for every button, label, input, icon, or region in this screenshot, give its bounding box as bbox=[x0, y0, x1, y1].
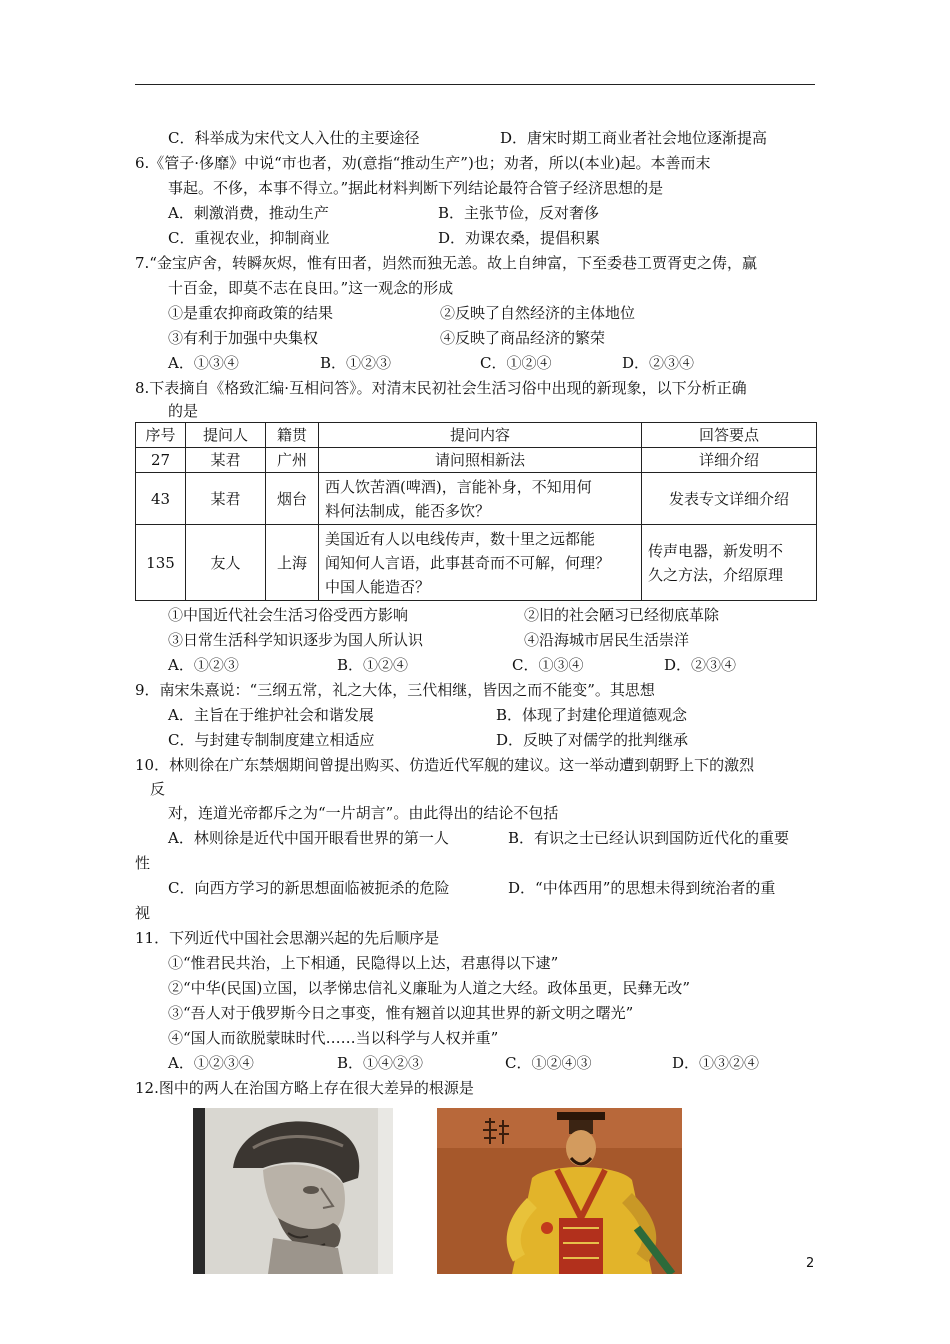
table-cell-question bbox=[319, 448, 642, 473]
table-cell-answer bbox=[642, 525, 817, 601]
table-header-cell: 回答要点 bbox=[642, 423, 817, 448]
q11-stem: 11．下列近代中国社会思潮兴起的先后顺序是 bbox=[135, 929, 440, 947]
table-header-cell: 提问内容 bbox=[319, 423, 642, 448]
q10-option-b: B．有识之士已经认识到国防近代化的重要 bbox=[508, 829, 790, 847]
q11-statement-2: ②“中华(民国)立国，以孝悌忠信礼义廉耻为人道之大经。政体虽更，民彝无改” bbox=[168, 979, 691, 997]
table-cell-who: 友人 bbox=[186, 525, 266, 601]
cell-line: 久之方法，介绍原理 bbox=[648, 565, 784, 584]
cell-line: 请问照相新法 bbox=[434, 451, 525, 469]
q7-statement-2: ②反映了自然经济的主体地位 bbox=[440, 304, 636, 322]
table-row bbox=[136, 525, 817, 601]
table-cell-answer bbox=[642, 448, 817, 473]
q7-statement-4: ④反映了商品经济的繁荣 bbox=[440, 329, 606, 347]
q7-option-a: A．①③④ bbox=[168, 354, 239, 372]
q10-stem-line1-wrap: 反 bbox=[150, 780, 166, 798]
table-cell-from: 烟台 bbox=[266, 473, 319, 525]
q9-option-c: C．与封建专制制度建立相适应 bbox=[168, 731, 375, 749]
q8-option-d: D．②③④ bbox=[664, 656, 737, 674]
table-header-cell: 籍贯 bbox=[266, 423, 319, 448]
table-row bbox=[136, 448, 817, 473]
q11-statement-3: ③“吾人对于俄罗斯今日之事变，惟有翘首以迎其世界的新文明之曙光” bbox=[168, 1004, 634, 1022]
table-cell-from: 上海 bbox=[266, 525, 319, 601]
q9-option-b: B．体现了封建伦理道德观念 bbox=[496, 706, 688, 724]
table-cell-no: 27 bbox=[136, 448, 186, 473]
table-header-cell: 提问人 bbox=[186, 423, 266, 448]
q7-option-d: D．②③④ bbox=[622, 354, 695, 372]
q10-stem-line1: 10．林则徐在广东禁烟期间曾提出购买、仿造近代军舰的建议。这一举动遭到朝野上下的激烈 bbox=[135, 756, 755, 774]
q10-option-a: A．林则徐是近代中国开眼看世界的第一人 bbox=[168, 829, 449, 847]
q10-option-b-wrap: 性 bbox=[135, 854, 151, 872]
q7-option-c: C．①②④ bbox=[480, 354, 552, 372]
q6-option-a: A．刺激消费，推动生产 bbox=[168, 204, 329, 222]
q10-stem-line2: 对，连道光帝都斥之为“一片胡言”。由此得出的结论不包括 bbox=[168, 804, 559, 822]
cell-line: 中国人能造否？ bbox=[325, 577, 431, 596]
q8-option-c: C．①③④ bbox=[512, 656, 584, 674]
q8-statement-4: ④沿海城市居民生活崇洋 bbox=[524, 631, 690, 649]
q8-statement-1: ①中国近代社会生活习俗受西方影响 bbox=[168, 606, 409, 624]
q8-stem-line2: 的是 bbox=[168, 402, 199, 420]
q12-stem: 12.图中的两人在治国方略上存在很大差异的根源是 bbox=[135, 1079, 474, 1097]
table-header-cell: 序号 bbox=[136, 423, 186, 448]
q11-option-d: D．①③②④ bbox=[672, 1054, 760, 1072]
q11-statement-4: ④“国人而欲脱蒙昧时代……当以科学与人权并重” bbox=[168, 1029, 499, 1047]
q6-option-d: D．劝课农桑，提倡积累 bbox=[438, 229, 601, 247]
q6-stem-line1: 6.《管子·侈靡》中说“市也者，劝(意指“推动生产”)也；劝者，所以(本业)起。本善而末 bbox=[135, 154, 711, 172]
q6-stem-line2: 事起。不侈，本事不得立。”据此材料判断下列结论最符合管子经济思想的是 bbox=[168, 179, 664, 197]
greek-bust-image bbox=[193, 1108, 393, 1274]
q7-stem-line2: 十百金，即莫不志在良田。”这一观念的形成 bbox=[168, 279, 454, 297]
q5-option-c: C．科举成为宋代文人入仕的主要途径 bbox=[168, 129, 420, 147]
q7-statement-3: ③有利于加强中央集权 bbox=[168, 329, 319, 347]
q7-option-b: B．①②③ bbox=[320, 354, 392, 372]
table-cell-question bbox=[319, 525, 642, 601]
table-row bbox=[136, 473, 817, 525]
cell-line: 美国近有人以电线传声，数十里之远都能 bbox=[325, 529, 596, 548]
table-cell-from: 广州 bbox=[266, 448, 319, 473]
cell-line: 传声电器，新发明不 bbox=[648, 541, 784, 560]
table-cell-who: 某君 bbox=[186, 473, 266, 525]
page-number: 2 bbox=[806, 1256, 815, 1271]
q8-option-a: A．①②③ bbox=[168, 656, 239, 674]
header-rule bbox=[135, 84, 815, 85]
q8-option-b: B．①②④ bbox=[337, 656, 409, 674]
table-cell-question bbox=[319, 473, 642, 525]
cell-line: 西人饮苦酒(啤酒)，言能补身，不知用何 bbox=[325, 477, 592, 496]
q8-stem-line1: 8.下表摘自《格致汇编·互相问答》。对清末民初社会生活习俗中出现的新现象，以下分析正确 bbox=[135, 379, 747, 397]
q8-statement-2: ②旧的社会陋习已经彻底革除 bbox=[524, 606, 720, 624]
q8-statement-3: ③日常生活科学知识逐步为国人所认识 bbox=[168, 631, 424, 649]
table-cell-who: 某君 bbox=[186, 448, 266, 473]
q8-table bbox=[135, 422, 817, 601]
q10-option-d: D．“中体西用”的思想未得到统治者的重 bbox=[508, 879, 776, 897]
q6-option-b: B．主张节俭，反对奢侈 bbox=[438, 204, 600, 222]
cell-line: 闻知何人言语，此事甚奇而不可解，何理？ bbox=[325, 553, 611, 572]
q11-option-a: A．①②③④ bbox=[168, 1054, 254, 1072]
q11-option-c: C．①②④③ bbox=[505, 1054, 592, 1072]
cell-line: 料何法制成，能否多饮？ bbox=[325, 501, 491, 520]
q7-statement-1: ①是重农抑商政策的结果 bbox=[168, 304, 334, 322]
q5-option-d: D．唐宋时期工商业者社会地位逐渐提高 bbox=[500, 129, 768, 147]
q10-option-c: C．向西方学习的新思想面临被扼杀的危险 bbox=[168, 879, 450, 897]
q11-option-b: B．①④②③ bbox=[337, 1054, 424, 1072]
q9-stem: 9．南宋朱熹说：“三纲五常，礼之大体，三代相继，皆因之而不能变”。其思想 bbox=[135, 681, 655, 699]
q11-statement-1: ①“惟君民共治，上下相通，民隐得以上达，君惠得以下逮” bbox=[168, 954, 559, 972]
table-header-row bbox=[136, 423, 817, 448]
q9-option-d: D．反映了对儒学的批判继承 bbox=[496, 731, 689, 749]
chinese-emperor-image bbox=[437, 1108, 682, 1274]
q6-option-c: C．重视农业，抑制商业 bbox=[168, 229, 330, 247]
table-cell-no: 135 bbox=[136, 525, 186, 601]
q10-option-d-wrap: 视 bbox=[135, 904, 151, 922]
table-cell-answer bbox=[642, 473, 817, 525]
cell-line: 发表专文详细介绍 bbox=[668, 489, 789, 508]
table-cell-no: 43 bbox=[136, 473, 186, 525]
q9-option-a: A．主旨在于维护社会和谐发展 bbox=[168, 706, 374, 724]
q7-stem-line1: 7.“金宝庐舍，转瞬灰烬，惟有田者，岿然而独无恙。故上自绅富，下至委巷工贾胥吏之俦，赢 bbox=[135, 254, 757, 272]
cell-line: 详细介绍 bbox=[698, 451, 759, 469]
